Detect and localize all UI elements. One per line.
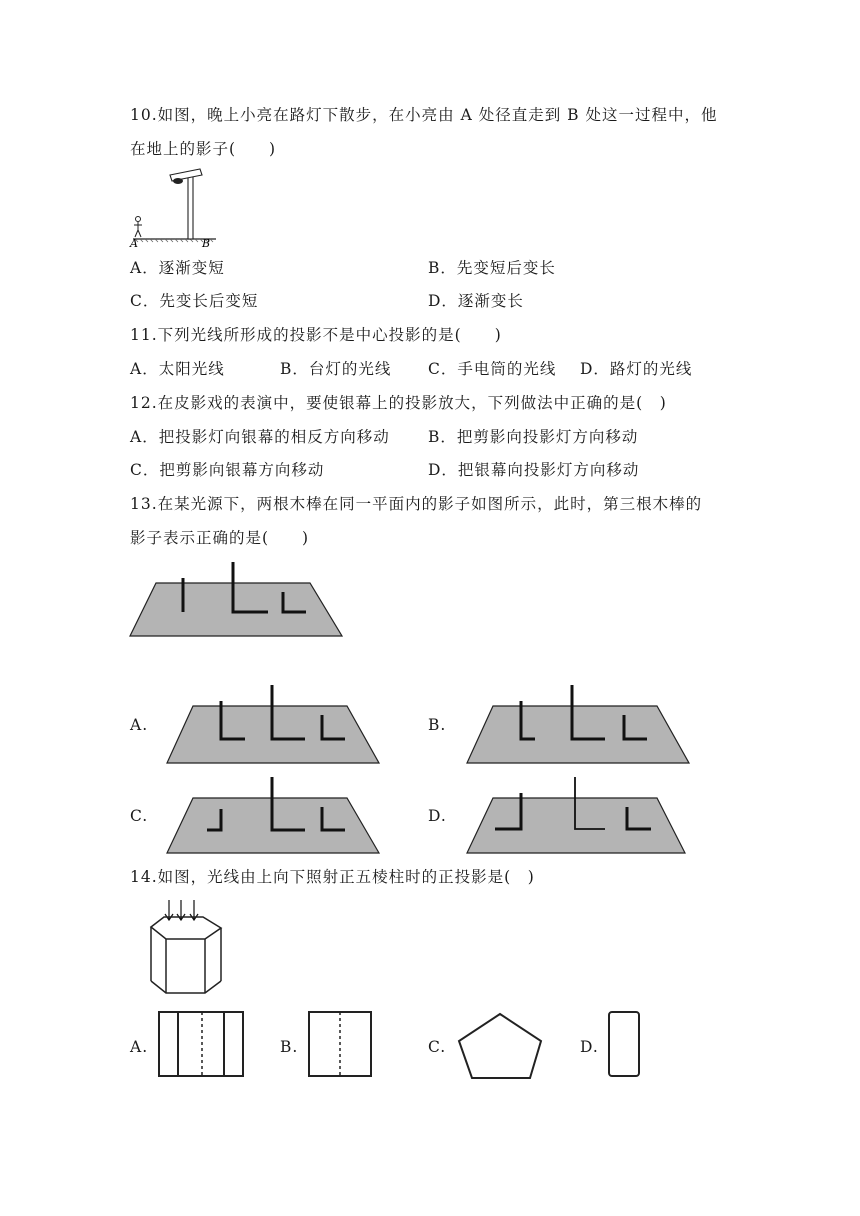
q14-option-c-figure[interactable] <box>457 1012 547 1082</box>
q12-option-b[interactable]: B．把剪影向投影灯方向移动 <box>428 428 639 446</box>
q14-pentagonal-prism-figure <box>144 898 234 998</box>
q10-option-b[interactable]: B．先变短后变长 <box>428 259 556 277</box>
q13-option-b-label[interactable]: B. <box>428 716 447 734</box>
q14-option-b-figure[interactable] <box>307 1010 377 1080</box>
q14-option-d-label[interactable]: D. <box>580 1038 599 1056</box>
q11-option-a[interactable]: A．太阳光线 <box>130 360 225 378</box>
q10-option-c[interactable]: C．先变长后变短 <box>130 292 259 310</box>
q13-option-d-label[interactable]: D. <box>428 807 447 825</box>
q14-option-c-label[interactable]: C. <box>428 1038 447 1056</box>
q13-option-c-label[interactable]: C. <box>130 807 149 825</box>
q14-stem: 14.如图，光线由上向下照射正五棱柱时的正投影是( ) <box>130 868 535 886</box>
q12-option-d[interactable]: D．把银幕向投影灯方向移动 <box>428 461 640 479</box>
q11-stem: 11.下列光线所形成的投影不是中心投影的是( ) <box>130 326 502 344</box>
q10-stem-line1: 10.如图，晚上小亮在路灯下散步，在小亮由 A 处径直走到 B 处这一过程中，他 <box>130 106 718 124</box>
q10-streetlamp-figure <box>130 168 220 248</box>
q13-stem-line1: 13.在某光源下，两根木棒在同一平面内的影子如图所示，此时，第三根木棒的 <box>130 495 703 513</box>
q10-label-b: B <box>202 237 211 250</box>
q12-option-c[interactable]: C．把剪影向银幕方向移动 <box>130 461 325 479</box>
q13-option-c-figure[interactable] <box>165 775 385 855</box>
q13-stem-line2: 影子表示正确的是( ) <box>130 529 310 547</box>
q11-option-c[interactable]: C．手电筒的光线 <box>428 360 557 378</box>
q13-option-a-label[interactable]: A. <box>130 716 149 734</box>
q13-option-a-figure[interactable] <box>165 683 385 763</box>
q13-main-figure <box>128 560 348 640</box>
q10-option-d[interactable]: D．逐渐变长 <box>428 292 524 310</box>
q10-label-a: A <box>130 237 138 250</box>
q13-option-b-figure[interactable] <box>465 683 695 763</box>
q14-option-b-label[interactable]: B. <box>280 1038 299 1056</box>
q14-option-a-label[interactable]: A. <box>130 1038 149 1056</box>
q10-option-a[interactable]: A．逐渐变短 <box>130 259 225 277</box>
q13-option-d-figure[interactable] <box>465 775 695 855</box>
q12-option-a[interactable]: A．把投影灯向银幕的相反方向移动 <box>130 428 390 446</box>
q11-option-b[interactable]: B．台灯的光线 <box>280 360 392 378</box>
q12-stem: 12.在皮影戏的表演中，要使银幕上的投影放大，下列做法中正确的是( ) <box>130 394 667 412</box>
q11-option-d[interactable]: D．路灯的光线 <box>580 360 693 378</box>
q10-stem-line2: 在地上的影子( ) <box>130 140 277 158</box>
q14-option-d-figure[interactable] <box>607 1010 647 1080</box>
q14-option-a-figure[interactable] <box>157 1010 247 1080</box>
